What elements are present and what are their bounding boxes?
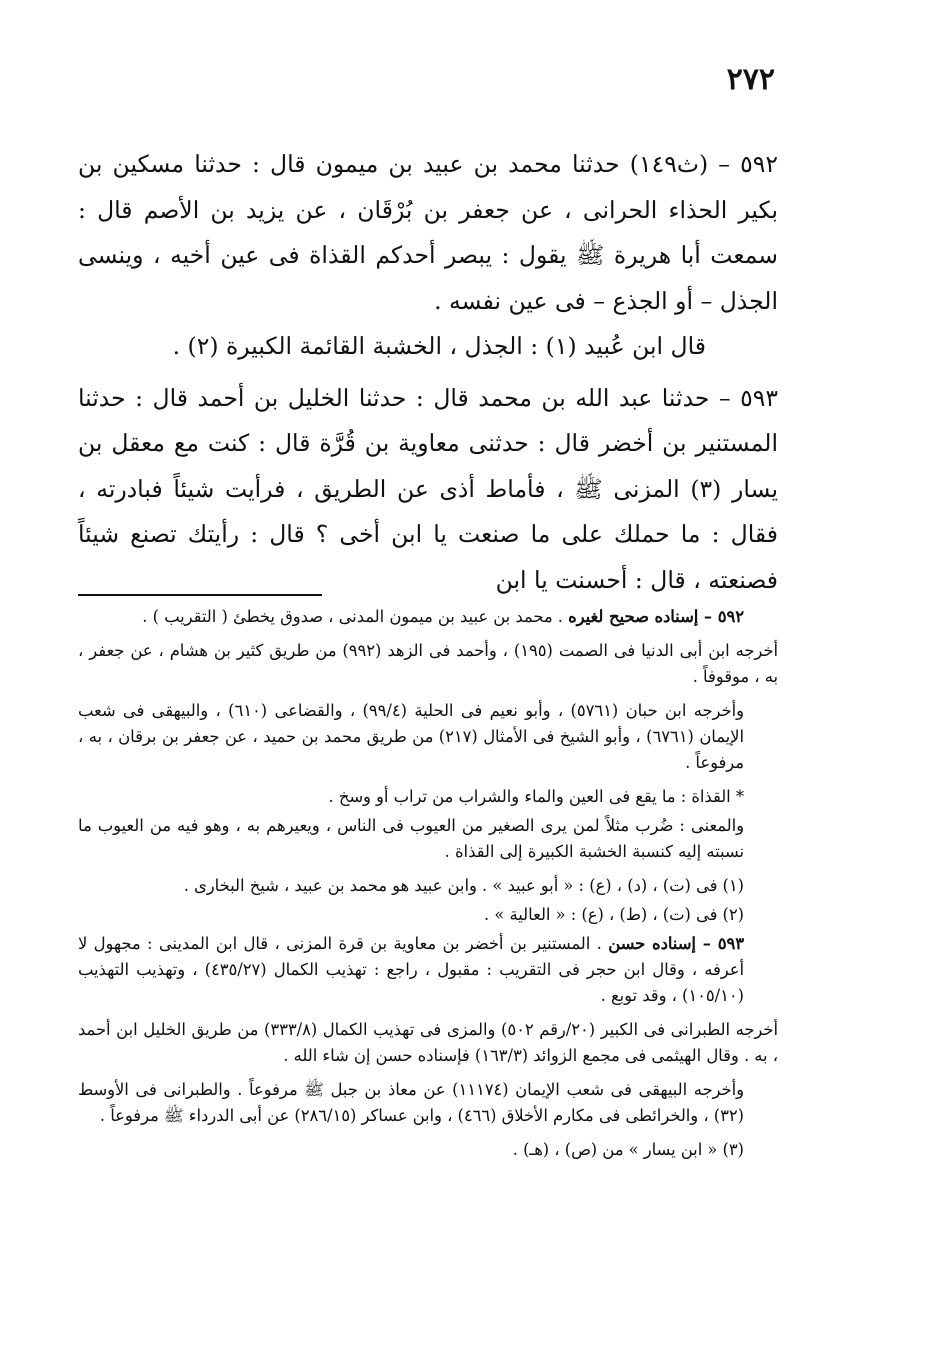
note-593-grading [78,931,778,1009]
footnote-1: (١) فى (ت) ، (د) ، (ع) : « أبو عبيد » . وابن عبيد هو محمد بن عبيد ، شيخ البخارى . [183,876,744,895]
main-text [78,142,778,603]
note-593-heading: ٥٩٣ – إسناده حسن [608,934,744,953]
hadith-592-comment: قال ابن عُبيد (١) : الجذل ، الخشبة القائمة الكبيرة (٢) . [172,332,706,360]
note-593-takhrij-1: أخرجه الطبرانى فى الكبير (٢٠/رقم ٥٠٢) والمزى فى تهذيب الكمال (٣٣٣/٨) من طريق الخليل ابن أحمد ، به . وقال الهيثمى فى مجمع الزوائد (١٦٣/٣) فإسناده حسن إن شاء الله . [78,1020,778,1065]
note-592-heading: ٥٩٢ – إسناده صحيح لغيره [568,607,744,626]
hadith-592: ٥٩٢ – (ث١٤٩) حدثنا محمد بن عبيد بن ميمون قال : حدثنا مسكين بن بكير الحذاء الحرانى ، عن جعفر بن بُرْقَان ، عن يزيد بن الأصم قال : سمعت أبا هريرة ﷺ يقول : يبصر أحدكم القذاة فى عين أخيه ، وينسى الجذل – أو الجذع – فى عين نفسه . [78,150,778,315]
note-592-text: . محمد بن عبيد بن ميمون المدنى ، صدوق يخطئ ( التقريب ) . [142,607,563,626]
hadith-593: ٥٩٣ – حدثنا عبد الله بن محمد قال : حدثنا الخليل بن أحمد قال : حدثنا المستنير بن أخضر قال : حدثنى معاوية بن قُرَّة قال : كنت مع معقل بن يسار (٣) المزنى ﷺ ، فأماط أذى عن الطريق ، فرأيت شيئاً فبادرته ، فقال : ما حملك على ما صنعت يا ابن أخى ؟ قال : رأيتك تصنع شيئاً فصنعته ، قال : أحسنت يا ابن [78,383,778,594]
note-592-definition: * القذاة : ما يقع فى العين والماء والشراب من تراب أو وسخ . [328,787,744,806]
footnote-2: (٢) فى (ت) ، (ط) ، (ع) : « العالية » . [484,905,744,924]
note-592-takhrij-1: أخرجه ابن أبى الدنيا فى الصمت (١٩٥) ، وأحمد فى الزهد (٩٩٢) من طريق كثير بن هشام ، عن جعفر ، به ، موقوفاً . [78,641,778,686]
note-593-text: . المستنير بن أخضر بن معاوية بن قرة المزنى ، قال ابن المدينى : مجهول لا أعرفه ، وقال ابن حجر فى التقريب : مقبول ، راجع : تهذيب الكمال (٤٣٥/٢٧) ، وتهذيب التهذيب (١٠٥/١٠) ، وقد توبع . [78,934,744,1005]
footnotes [78,604,778,1171]
note-592-grading [78,604,778,630]
page-number: ٢٧٢ [726,62,775,97]
note-592-meaning: والمعنى : ضُرب مثلاً لمن يرى الصغير من العيوب فى الناس ، ويعيرهم به ، وهو فيه من العيوب ما نسبته إليه كنسبة الخشبة الكبيرة إلى القذاة . [78,816,744,861]
footnote-3: (٣) « ابن يسار » من (ص) ، (هـ) . [512,1140,744,1159]
note-593-takhrij-2: وأخرجه البيهقى فى شعب الإيمان (١١١٧٤) عن معاذ بن جبل ﷺ مرفوعاً . والطبرانى فى الأوسط (٣٢) ، والخرائطى فى مكارم الأخلاق (٤٦٦) ، وابن عساكر (٢٨٦/١٥) عن أبى الدرداء ﷺ مرفوعاً . [78,1080,744,1125]
note-592-takhrij-2: وأخرجه ابن حبان (٥٧٦١) ، وأبو نعيم فى الحلية (٩٩/٤) ، والقضاعى (٦١٠) ، والبيهقى فى شعب الإيمان (٦٧٦١) ، وأبو الشيخ فى الأمثال (٢١٧) من طريق محمد بن حميد ، عن جعفر بن برقان ، به ، مرفوعاً . [78,701,744,772]
footnote-divider [78,594,322,596]
